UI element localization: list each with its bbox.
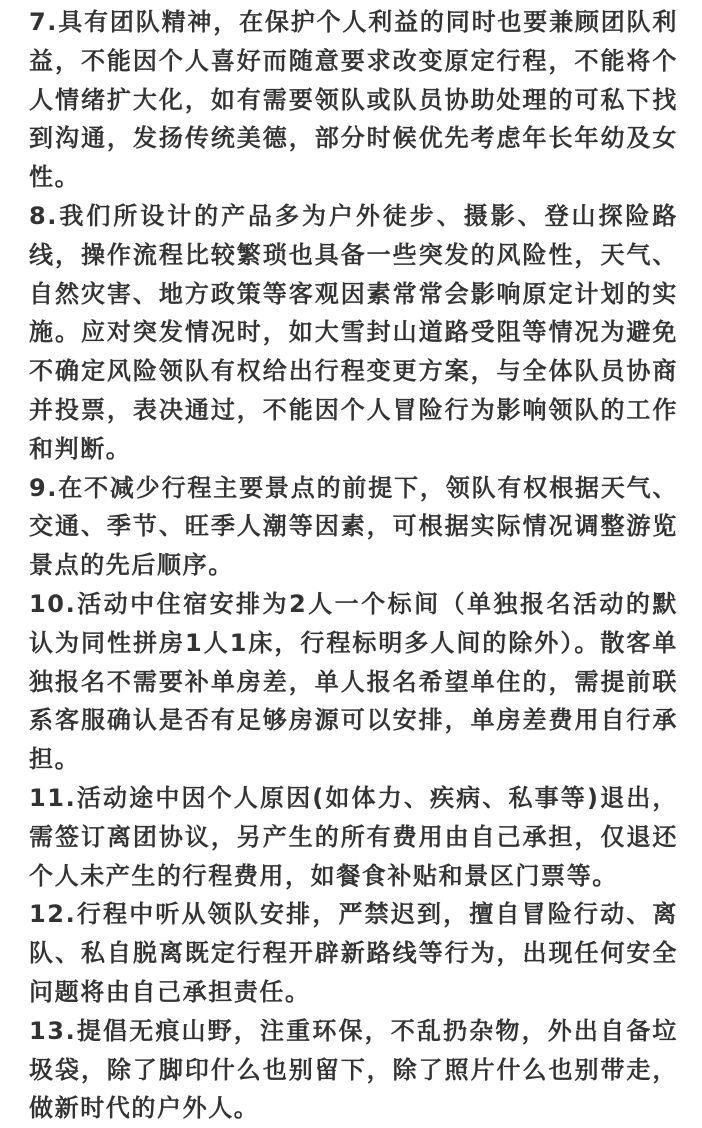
rule-item-10: 10.活动中住宿安排为2人一个标间（单独报名活动的默认为同性拼房1人1床，行程标明多人间的除外）。散客单独报名不需要补单房差，单人报名希望单住的，需提前联系客服确认是否有足够房源可以安排，单房差费用自行承担。	[29, 589, 678, 774]
rule-item-8: 8.我们所设计的产品多为户外徒步、摄影、登山探险路线，操作流程比较繁琐也具备一些突发的风险性，天气、自然灾害、地方政策等客观因素常常会影响原定计划的实施。应对突发情况时，如大雪封山道路受阻等情况为避免不确定风险领队有权给出行程变更方案，与全体队员协商并投票，表决通过，不能因个人冒险行为影响领队的工作和判断。	[29, 201, 678, 463]
rule-item-12: 12.行程中听从领队安排，严禁迟到，擅自冒险行动、离队、私自脱离既定行程开辟新路线等行为，出现任何安全问题将由自己承担责任。	[29, 900, 678, 1006]
rule-item-9: 9.在不减少行程主要景点的前提下，领队有权根据天气、交通、季节、旺季人潮等因素，可根据实际情况调整游览景点的先后顺序。	[29, 473, 678, 580]
rule-item-13: 13.提倡无痕山野，注重环保，不乱扔杂物，外出自备垃圾袋，除了脚印什么也别留下，除了照片什么也别带走，做新时代的户外人。	[29, 1016, 678, 1123]
rule-item-7: 7.具有团队精神，在保护个人利益的同时也要兼顾团队利益，不能因个人喜好而随意要求改变原定行程，不能将个人情绪扩大化，如有需要领队或队员协助处理的可私下找到沟通，发扬传统美德，部分时候优先考虑年长年幼及女性。	[29, 8, 678, 192]
rule-item-11: 11.活动途中因个人原因(如体力、疾病、私事等)退出，需签订离团协议，另产生的所有费用由自己承担，仅退还个人未产生的行程费用，如餐食补贴和景区门票等。	[29, 783, 678, 890]
